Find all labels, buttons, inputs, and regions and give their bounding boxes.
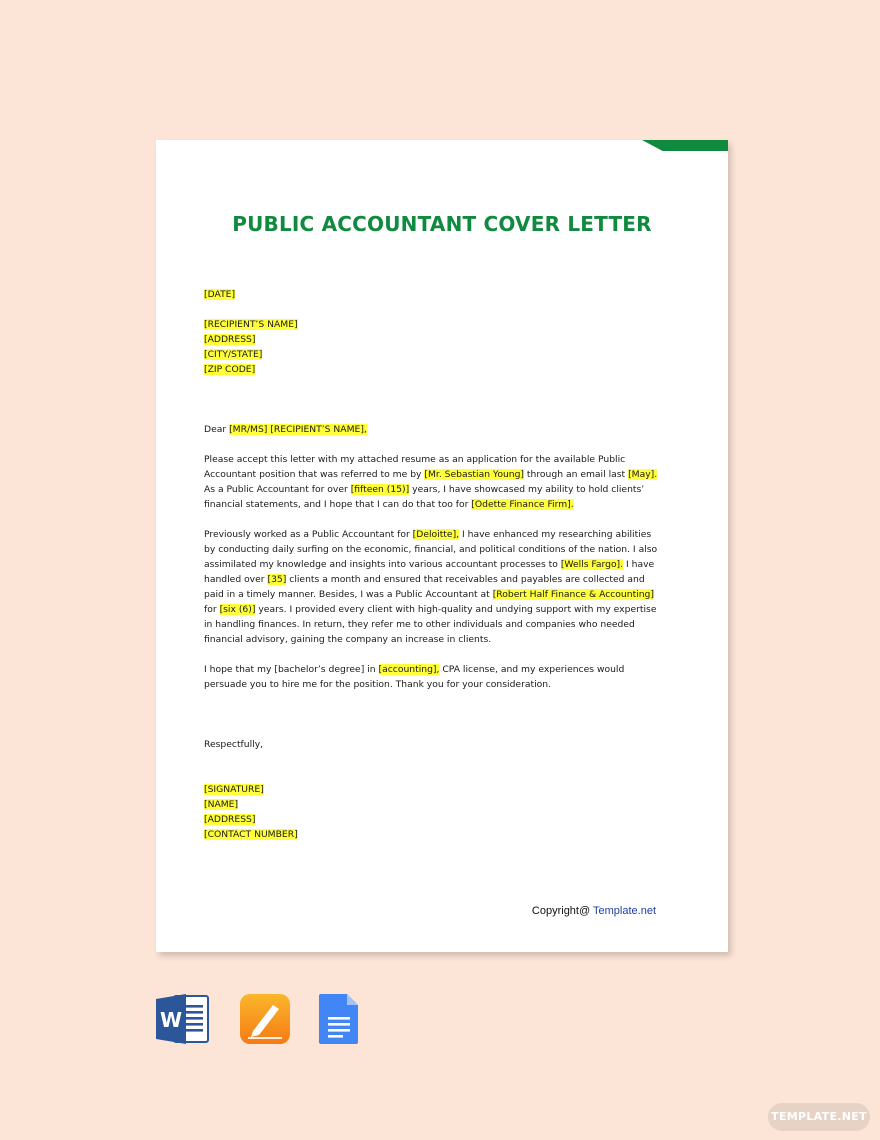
svg-text:W: W	[159, 1008, 183, 1032]
recipient-name-field: [RECIPIENT’S NAME]	[204, 319, 298, 330]
greeting-recipient: [MR/MS] [RECIPIENT’S NAME],	[229, 424, 367, 435]
recipient-address-field: [ADDRESS]	[204, 334, 256, 345]
greeting: Dear [MR/MS] [RECIPIENT’S NAME],	[204, 424, 367, 435]
signer-address-field: [ADDRESS]	[204, 814, 256, 825]
letter-body	[204, 287, 658, 842]
paragraph-2: Previously worked as a Public Accountant for [Deloitte], I have enhanced my researching abilities by conducting daily surfing on the economic, financial, and political conditions of the nation. I also assimilated my knowledge and insights into various accountant processes to [Wells Fargo]. I have handled over [35] clients a month and ensured that receivables and payables are collected and paid in a timely manner. Besides, I was a Public Accountant at [Robert Half Finance & Accounting] for [six (6)] years. I provided every client with high-quality and undying support with my expertise in handling finances. In return, they refer me to other individuals and companies who needed financial advisory, gaining the company an increase in clients.	[204, 529, 658, 645]
copyright-line: Copyright@ Template.net	[531, 905, 656, 917]
pages-icon[interactable]	[239, 993, 291, 1045]
paragraph-1: Please accept this letter with my attached resume as an application for the available Public Accountant position that was referred to me by [Mr. Sebastian Young] through an email last [May]. As a Public Accountant for over [fifteen (15)] years, I have showcased my ability to hold clients’ financial statements, and I hope that I can do that too for [Odette Finance Firm].	[204, 454, 658, 510]
date-field: [DATE]	[204, 289, 236, 300]
signer-name-field: [NAME]	[204, 799, 239, 810]
document-page	[156, 140, 728, 952]
word-icon[interactable]	[156, 993, 210, 1045]
signature-field: [SIGNATURE]	[204, 784, 264, 795]
corner-accent	[642, 140, 728, 151]
closing: Respectfully,	[204, 739, 264, 750]
brand-link[interactable]: Template.net	[593, 905, 656, 917]
recipient-city-state-field: [CITY/STATE]	[204, 349, 263, 360]
paragraph-3: I hope that my [bachelor’s degree] in [accounting], CPA license, and my experiences would persuade you to hire me for the position. Thank you for your consideration.	[204, 664, 625, 690]
google-docs-icon[interactable]	[318, 993, 360, 1045]
template-watermark-badge: TEMPLATE.NET	[768, 1103, 870, 1131]
recipient-zip-field: [ZIP CODE]	[204, 364, 256, 375]
document-title: PUBLIC ACCOUNTANT COVER LETTER	[232, 212, 652, 236]
signer-contact-field: [CONTACT NUMBER]	[204, 829, 298, 840]
